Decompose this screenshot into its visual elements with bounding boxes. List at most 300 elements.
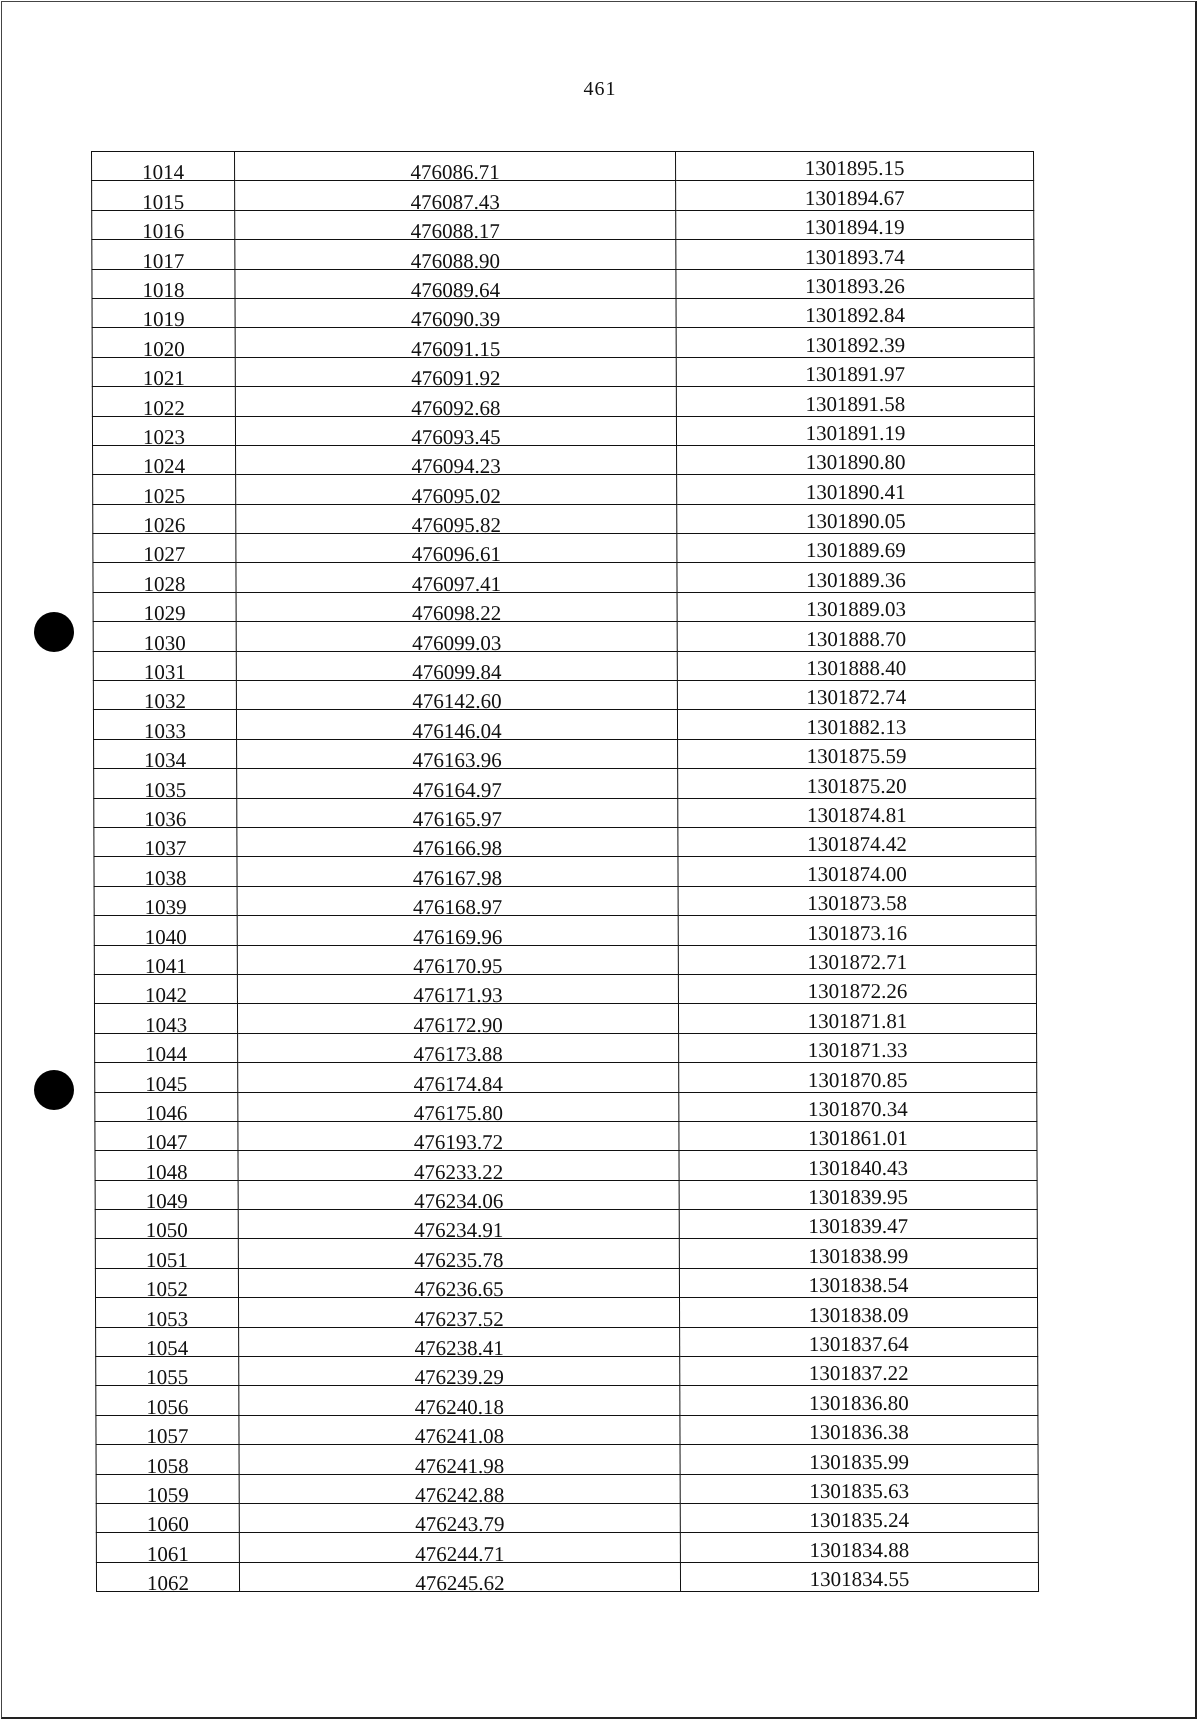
x-coordinate-cell-text: 476146.04 [412, 718, 502, 743]
x-coordinate-cell-text: 476165.97 [412, 806, 502, 831]
x-coordinate-cell-text: 476193.72 [413, 1130, 504, 1155]
point-id-cell [96, 1327, 239, 1361]
y-coordinate-cell [679, 1033, 1037, 1062]
x-coordinate-cell [235, 416, 676, 449]
table-row [93, 534, 1035, 563]
point-id-cell [93, 504, 236, 538]
point-id-cell-text: 1025 [143, 483, 186, 508]
x-coordinate-cell-text: 476233.22 [413, 1159, 504, 1184]
x-coordinate-cell-text: 476169.96 [413, 924, 503, 949]
point-id-cell [94, 1004, 237, 1037]
y-coordinate-cell-text: 1301893.74 [804, 244, 905, 269]
y-coordinate-cell-text: 1301839.47 [808, 1214, 909, 1239]
x-coordinate-cell [235, 210, 676, 244]
table-row [92, 181, 1034, 210]
x-coordinate-cell [238, 1239, 679, 1272]
x-coordinate-cell [239, 1562, 680, 1596]
point-id-cell-text: 1036 [144, 806, 187, 831]
table-row [94, 1004, 1036, 1033]
table-row [92, 269, 1034, 298]
table-row [95, 1033, 1037, 1062]
y-coordinate-cell [676, 298, 1034, 327]
x-coordinate-cell [239, 1386, 680, 1419]
x-coordinate-cell-text: 476097.41 [411, 571, 502, 596]
point-id-cell [92, 357, 235, 391]
x-coordinate-cell-text: 476245.62 [415, 1571, 505, 1596]
x-coordinate-cell [239, 1415, 680, 1449]
x-coordinate-cell [236, 445, 677, 479]
x-coordinate-cell-text: 476166.98 [412, 836, 503, 861]
y-coordinate-cell [676, 387, 1034, 416]
y-coordinate-cell-text: 1301837.64 [808, 1332, 909, 1357]
x-coordinate-cell [235, 152, 676, 185]
x-coordinate-cell [236, 651, 677, 685]
x-coordinate-cell [236, 475, 677, 508]
y-coordinate-cell-text: 1301871.33 [807, 1038, 908, 1063]
y-coordinate-cell [680, 1503, 1038, 1532]
page-number: 461 [583, 78, 617, 100]
point-id-cell-text: 1034 [144, 748, 187, 773]
x-coordinate-cell-text: 476236.65 [414, 1277, 504, 1302]
point-id-cell-text: 1023 [142, 424, 186, 449]
x-coordinate-cell-text: 476099.03 [412, 630, 502, 655]
table-row [94, 739, 1036, 768]
y-coordinate-cell [678, 739, 1036, 768]
y-coordinate-cell-text: 1301873.58 [807, 891, 908, 916]
point-id-cell-text: 1055 [146, 1365, 189, 1390]
point-id-cell [94, 916, 237, 949]
y-coordinate-cell [680, 1298, 1038, 1327]
y-coordinate-cell-text: 1301873.16 [807, 920, 908, 945]
point-id-cell [96, 1415, 239, 1449]
x-coordinate-cell-text: 476088.90 [410, 248, 501, 273]
point-id-cell-text: 1051 [145, 1247, 188, 1272]
point-id-cell [92, 298, 235, 332]
table-row [92, 387, 1034, 416]
y-coordinate-cell-text: 1301891.19 [805, 420, 906, 445]
point-id-cell-text: 1028 [143, 571, 186, 596]
point-id-cell [95, 1239, 238, 1272]
y-coordinate-cell [676, 240, 1034, 269]
x-coordinate-cell-text: 476095.82 [411, 513, 501, 538]
point-id-cell [94, 769, 237, 802]
point-id-cell [96, 1503, 239, 1537]
point-id-cell [95, 1092, 238, 1125]
x-coordinate-cell [235, 328, 676, 361]
table-row [96, 1327, 1038, 1356]
table-row [92, 328, 1034, 357]
table-row [93, 681, 1035, 710]
point-id-cell-text: 1029 [143, 601, 186, 626]
y-coordinate-cell [679, 1063, 1037, 1092]
point-id-cell [93, 622, 236, 655]
point-id-cell-text: 1027 [143, 542, 186, 567]
y-coordinate-cell-text: 1301874.00 [807, 861, 907, 886]
point-id-cell-text: 1058 [146, 1453, 189, 1478]
x-coordinate-cell-text: 476088.17 [410, 219, 500, 244]
y-coordinate-cell [679, 1121, 1037, 1150]
x-coordinate-cell-text: 476239.29 [414, 1365, 504, 1390]
x-coordinate-cell [235, 269, 676, 302]
x-coordinate-cell-text: 476172.90 [413, 1012, 503, 1037]
y-coordinate-cell-text: 1301838.54 [808, 1273, 909, 1298]
x-coordinate-cell-text: 476096.61 [411, 542, 502, 567]
x-coordinate-cell [236, 592, 677, 626]
x-coordinate-cell [237, 1004, 678, 1037]
table-row [94, 769, 1036, 798]
table-row [96, 1503, 1038, 1532]
x-coordinate-cell [235, 240, 676, 273]
table-row [96, 1562, 1038, 1591]
point-id-cell [96, 1474, 239, 1507]
y-coordinate-cell-text: 1301838.09 [808, 1302, 909, 1327]
y-coordinate-cell-text: 1301889.69 [805, 538, 906, 563]
x-coordinate-cell-text: 476089.64 [410, 277, 501, 302]
y-coordinate-cell-text: 1301835.24 [809, 1508, 910, 1533]
x-coordinate-cell-text: 476240.18 [414, 1394, 505, 1419]
point-id-cell [95, 1210, 238, 1243]
y-coordinate-cell [677, 622, 1035, 651]
point-id-cell-text: 1020 [142, 336, 185, 361]
y-coordinate-cell-text: 1301894.67 [804, 185, 905, 210]
point-id-cell [94, 739, 237, 773]
table-row [94, 945, 1036, 974]
y-coordinate-cell-text: 1301870.85 [807, 1067, 908, 1092]
table-row [93, 710, 1035, 739]
table-row [94, 798, 1036, 827]
point-id-cell [93, 534, 236, 567]
point-id-cell [94, 886, 237, 920]
x-coordinate-cell-text: 476093.45 [411, 424, 501, 449]
x-coordinate-cell-text: 476167.98 [412, 865, 503, 890]
y-coordinate-cell [679, 1180, 1037, 1209]
y-coordinate-cell [680, 1474, 1038, 1503]
point-id-cell-text: 1031 [143, 660, 186, 685]
y-coordinate-cell-text: 1301872.74 [806, 685, 907, 710]
y-coordinate-cell [676, 269, 1034, 298]
point-id-cell [92, 269, 235, 302]
point-id-cell [94, 857, 237, 890]
x-coordinate-cell [238, 1092, 679, 1125]
coordinates-table-body [92, 152, 1039, 1596]
x-coordinate-cell [238, 1268, 679, 1302]
point-id-cell [96, 1562, 239, 1596]
x-coordinate-cell-text: 476170.95 [413, 953, 503, 978]
point-id-cell-text: 1061 [146, 1541, 189, 1566]
x-coordinate-cell-text: 476098.22 [411, 601, 502, 626]
x-coordinate-cell [236, 681, 677, 714]
y-coordinate-cell [676, 416, 1034, 445]
table-row [95, 1092, 1037, 1121]
x-coordinate-cell [237, 739, 678, 773]
point-id-cell-text: 1044 [145, 1042, 188, 1067]
table-row [95, 1268, 1037, 1297]
point-id-cell-text: 1026 [143, 513, 186, 538]
point-id-cell [92, 152, 235, 185]
table-row [93, 504, 1035, 533]
point-id-cell-text: 1046 [145, 1100, 188, 1125]
table-row [92, 416, 1034, 445]
y-coordinate-cell-text: 1301889.03 [806, 597, 907, 622]
x-coordinate-cell-text: 476164.97 [412, 777, 502, 802]
y-coordinate-cell-text: 1301892.84 [805, 303, 905, 328]
y-coordinate-cell [676, 181, 1034, 210]
x-coordinate-cell-text: 476142.60 [412, 689, 502, 714]
y-coordinate-cell [680, 1386, 1038, 1415]
x-coordinate-cell [238, 1033, 679, 1067]
point-id-cell-text: 1024 [143, 454, 186, 479]
x-coordinate-cell [239, 1445, 680, 1478]
x-coordinate-cell-text: 476173.88 [413, 1042, 503, 1067]
table-row [96, 1533, 1038, 1562]
point-id-cell-text: 1050 [145, 1218, 188, 1243]
x-coordinate-cell [236, 622, 677, 655]
table-row [96, 1357, 1038, 1386]
x-coordinate-cell-text: 476244.71 [415, 1541, 505, 1566]
y-coordinate-cell [678, 974, 1036, 1003]
x-coordinate-cell [236, 534, 677, 567]
point-id-cell [96, 1445, 239, 1478]
table-row [96, 1474, 1038, 1503]
x-coordinate-cell [235, 181, 676, 214]
x-coordinate-cell-text: 476241.08 [414, 1424, 505, 1449]
y-coordinate-cell [679, 1151, 1037, 1180]
y-coordinate-cell-text: 1301890.80 [805, 450, 906, 475]
x-coordinate-cell-text: 476242.88 [415, 1482, 505, 1507]
x-coordinate-cell [235, 298, 676, 332]
y-coordinate-cell-text: 1301872.26 [807, 979, 908, 1004]
point-id-cell-text: 1056 [146, 1394, 189, 1419]
x-coordinate-cell [237, 945, 678, 978]
y-coordinate-cell [678, 827, 1036, 856]
y-coordinate-cell-text: 1301838.99 [808, 1243, 909, 1268]
y-coordinate-cell [677, 563, 1035, 592]
point-id-cell-text: 1019 [142, 307, 185, 332]
x-coordinate-cell-text: 476086.71 [410, 160, 500, 185]
point-id-cell [92, 240, 235, 273]
point-id-cell-text: 1032 [143, 689, 186, 714]
y-coordinate-cell [677, 651, 1035, 680]
y-coordinate-cell [678, 798, 1036, 827]
point-id-cell-text: 1016 [142, 219, 185, 244]
point-id-cell-text: 1048 [145, 1159, 188, 1184]
x-coordinate-cell-text: 476163.96 [412, 748, 502, 773]
point-id-cell-text: 1042 [144, 983, 187, 1008]
point-id-cell-text: 1049 [145, 1189, 188, 1214]
point-id-cell [94, 827, 237, 861]
point-id-cell-text: 1039 [144, 895, 187, 920]
table-row [95, 1210, 1037, 1239]
x-coordinate-cell-text: 476171.93 [413, 983, 503, 1008]
point-id-cell-text: 1059 [146, 1482, 189, 1507]
point-id-cell-text: 1045 [145, 1071, 188, 1096]
point-id-cell [93, 681, 236, 714]
y-coordinate-cell [680, 1445, 1038, 1474]
x-coordinate-cell-text: 476241.98 [414, 1453, 505, 1478]
x-coordinate-cell [237, 798, 678, 831]
y-coordinate-cell-text: 1301889.36 [806, 567, 906, 592]
table-row [93, 651, 1035, 680]
point-id-cell [92, 328, 235, 361]
x-coordinate-cell [235, 387, 676, 420]
point-id-cell [94, 945, 237, 978]
point-id-cell-text: 1014 [142, 160, 185, 185]
x-coordinate-cell [239, 1503, 680, 1537]
table-row [94, 857, 1036, 886]
y-coordinate-cell [680, 1562, 1038, 1591]
y-coordinate-cell-text: 1301891.58 [805, 391, 906, 416]
y-coordinate-cell-text: 1301872.71 [807, 949, 908, 974]
table-row [95, 1151, 1037, 1180]
x-coordinate-cell-text: 476090.39 [410, 307, 501, 332]
table-row [93, 592, 1035, 621]
table-row [96, 1298, 1038, 1327]
x-coordinate-cell-text: 476235.78 [414, 1247, 504, 1272]
x-coordinate-cell-text: 476234.06 [413, 1189, 504, 1214]
x-coordinate-cell [239, 1357, 680, 1390]
point-id-cell [93, 475, 236, 508]
point-id-cell-text: 1038 [144, 865, 187, 890]
point-id-cell [95, 1151, 238, 1184]
point-id-cell-text: 1041 [144, 953, 187, 978]
table-row [93, 622, 1035, 651]
table-row [96, 1386, 1038, 1415]
y-coordinate-cell-text: 1301888.70 [806, 626, 907, 651]
table-row [93, 445, 1035, 474]
point-id-cell-text: 1018 [142, 277, 185, 302]
y-coordinate-cell-text: 1301835.99 [809, 1449, 909, 1474]
point-id-cell [92, 210, 235, 244]
point-id-cell [92, 181, 235, 214]
y-coordinate-cell [676, 357, 1034, 386]
y-coordinate-cell [679, 1092, 1037, 1121]
point-id-cell-text: 1053 [146, 1306, 189, 1331]
point-id-cell-text: 1037 [144, 836, 187, 861]
y-coordinate-cell-text: 1301874.81 [806, 802, 907, 827]
point-id-cell-text: 1057 [146, 1424, 189, 1449]
y-coordinate-cell-text: 1301894.19 [804, 215, 905, 240]
point-id-cell [94, 974, 237, 1008]
point-id-cell [95, 1180, 238, 1214]
y-coordinate-cell-text: 1301874.42 [807, 832, 907, 857]
y-coordinate-cell [679, 1268, 1037, 1297]
y-coordinate-cell-text: 1301875.20 [806, 773, 907, 798]
x-coordinate-cell [236, 710, 677, 743]
point-id-cell [93, 563, 236, 596]
y-coordinate-cell [677, 681, 1035, 710]
x-coordinate-cell [238, 1180, 679, 1214]
x-coordinate-cell-text: 476243.79 [415, 1512, 505, 1537]
x-coordinate-cell-text: 476175.80 [413, 1100, 504, 1125]
y-coordinate-cell [676, 152, 1034, 181]
y-coordinate-cell [677, 710, 1035, 739]
point-id-cell-text: 1060 [146, 1512, 189, 1537]
x-coordinate-cell-text: 476092.68 [411, 395, 501, 420]
y-coordinate-cell-text: 1301835.63 [809, 1478, 910, 1503]
x-coordinate-cell [238, 1210, 679, 1243]
point-id-cell-text: 1015 [142, 189, 185, 214]
x-coordinate-cell [235, 357, 676, 391]
x-coordinate-cell-text: 476237.52 [414, 1306, 504, 1331]
point-id-cell-text: 1052 [145, 1277, 189, 1302]
table-row [94, 827, 1036, 856]
point-id-cell [92, 416, 235, 449]
point-id-cell-text: 1040 [144, 924, 187, 949]
point-id-cell [95, 1268, 238, 1302]
point-id-cell [93, 651, 236, 685]
y-coordinate-cell-text: 1301893.26 [805, 273, 905, 298]
table-row [93, 475, 1035, 504]
point-id-cell [96, 1298, 239, 1331]
point-id-cell [93, 592, 236, 626]
x-coordinate-cell [237, 857, 678, 890]
y-coordinate-cell-text: 1301839.95 [808, 1185, 909, 1210]
y-coordinate-cell-text: 1301882.13 [806, 714, 907, 739]
point-id-cell [93, 710, 236, 743]
punch-hole-bottom [34, 1070, 74, 1110]
y-coordinate-cell [678, 769, 1036, 798]
y-coordinate-cell [676, 328, 1034, 357]
table-row [95, 1063, 1037, 1092]
y-coordinate-cell [678, 916, 1036, 945]
y-coordinate-cell [678, 1004, 1036, 1033]
punch-hole-top [34, 612, 74, 652]
y-coordinate-cell [680, 1533, 1038, 1562]
table-row [92, 298, 1034, 327]
y-coordinate-cell-text: 1301834.55 [809, 1567, 910, 1592]
point-id-cell-text: 1017 [142, 248, 185, 273]
y-coordinate-cell-text: 1301834.88 [809, 1537, 910, 1562]
y-coordinate-cell [678, 857, 1036, 886]
y-coordinate-cell [677, 534, 1035, 563]
y-coordinate-cell [678, 945, 1036, 974]
x-coordinate-cell [236, 563, 677, 596]
x-coordinate-cell [239, 1298, 680, 1331]
table-row [92, 210, 1034, 239]
point-id-cell-text: 1035 [144, 777, 187, 802]
y-coordinate-cell-text: 1301890.05 [805, 509, 906, 534]
y-coordinate-cell-text: 1301861.01 [808, 1126, 908, 1151]
x-coordinate-cell [239, 1533, 680, 1566]
y-coordinate-cell-text: 1301837.22 [808, 1361, 909, 1386]
point-id-cell-text: 1033 [143, 718, 187, 743]
y-coordinate-cell [680, 1327, 1038, 1356]
x-coordinate-cell [239, 1474, 680, 1507]
point-id-cell-text: 1043 [145, 1012, 188, 1037]
x-coordinate-cell-text: 476094.23 [411, 454, 501, 479]
x-coordinate-cell-text: 476091.92 [411, 366, 501, 391]
table-row [94, 916, 1036, 945]
table-row [95, 1239, 1037, 1268]
x-coordinate-cell [237, 974, 678, 1008]
y-coordinate-cell [680, 1415, 1038, 1444]
x-coordinate-cell [237, 769, 678, 802]
table-row [92, 240, 1034, 269]
x-coordinate-cell [238, 1121, 679, 1155]
point-id-cell-text: 1021 [142, 366, 185, 391]
x-coordinate-cell-text: 476174.84 [413, 1071, 503, 1096]
point-id-cell [96, 1357, 239, 1390]
x-coordinate-cell [237, 916, 678, 949]
table-row [94, 974, 1036, 1003]
y-coordinate-cell-text: 1301836.80 [808, 1390, 909, 1415]
table-row [94, 886, 1036, 915]
x-coordinate-cell [238, 1151, 679, 1184]
y-coordinate-cell [677, 504, 1035, 533]
point-id-cell [95, 1121, 238, 1155]
point-id-cell-text: 1047 [145, 1130, 188, 1155]
y-coordinate-cell-text: 1301888.40 [806, 656, 907, 681]
